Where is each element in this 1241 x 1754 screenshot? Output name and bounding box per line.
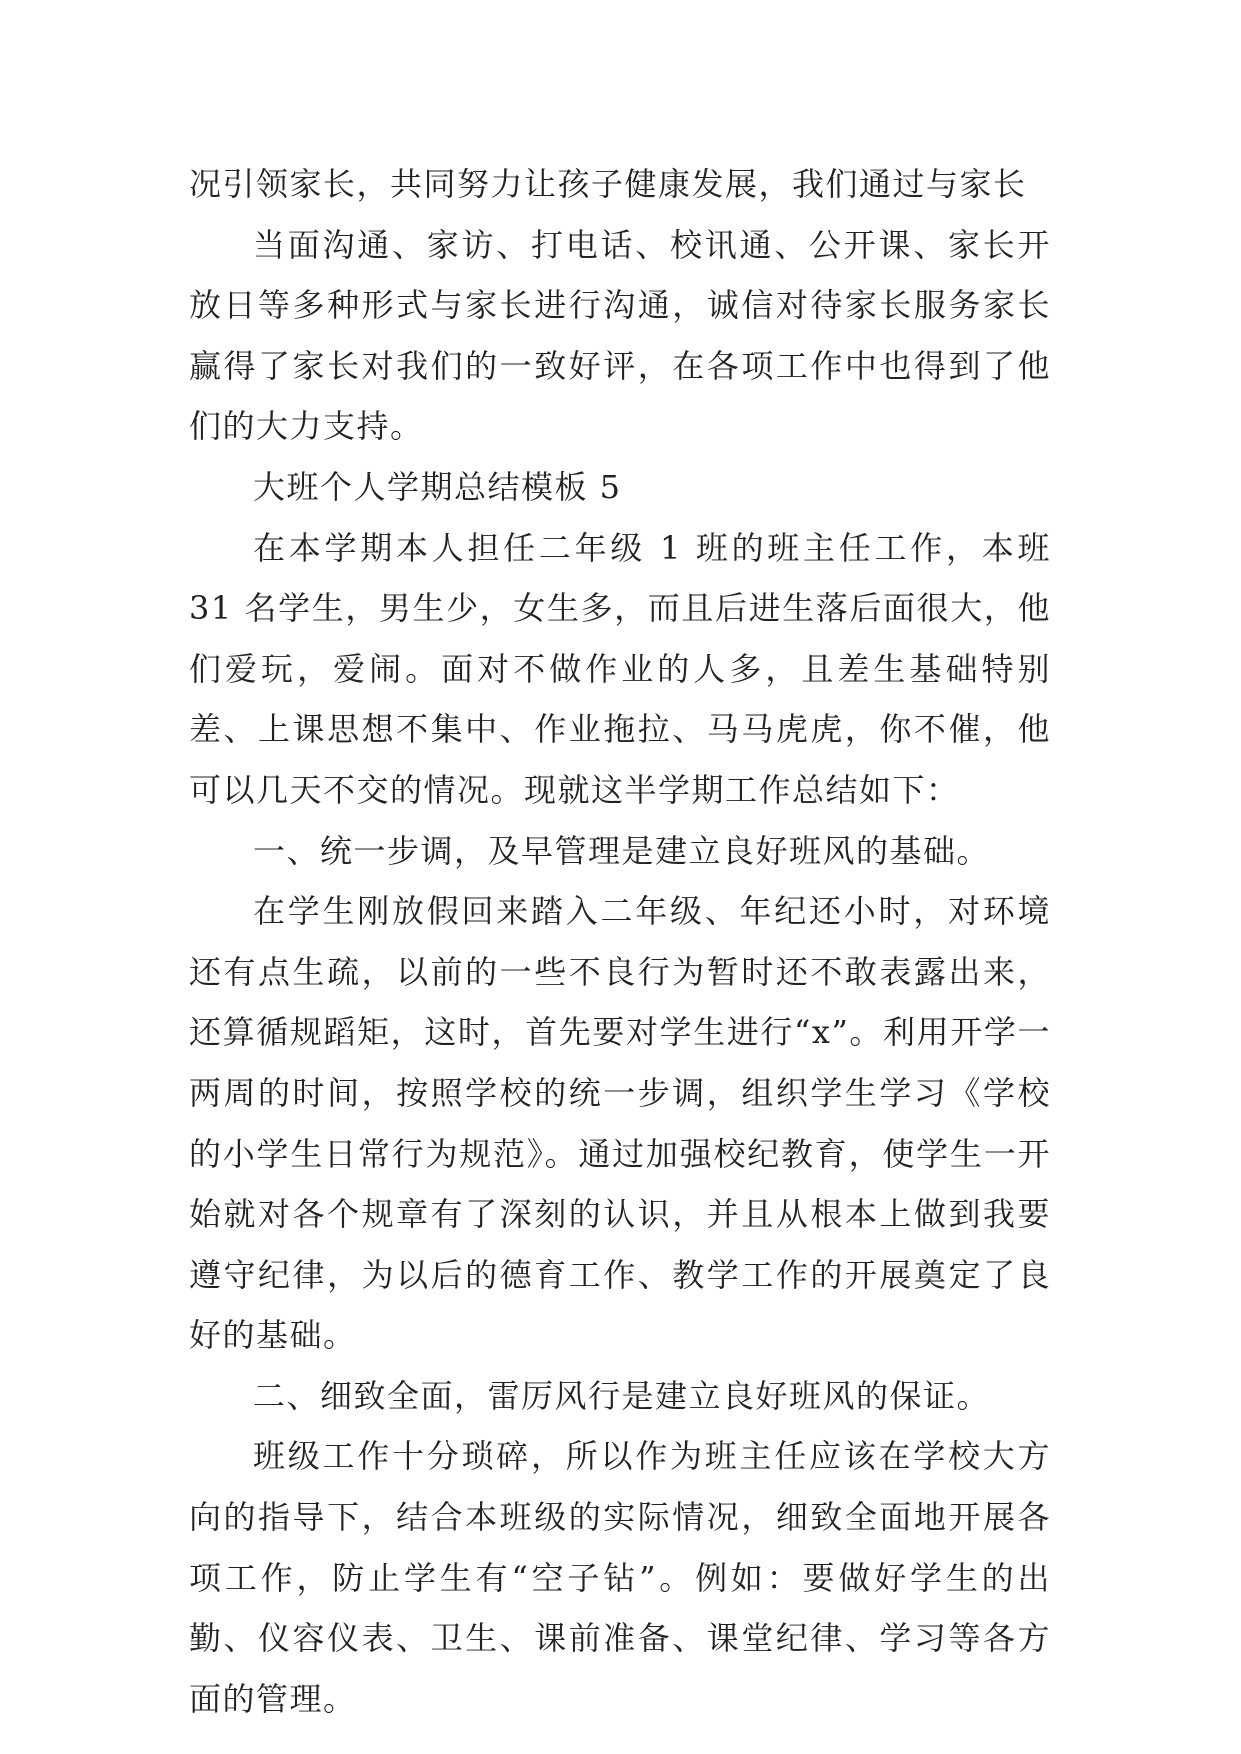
heading-point-one: 一、统一步调，及早管理是建立良好班风的基础。 (253, 831, 991, 870)
heading-point-two: 二、细致全面，雷厉风行是建立良好班风的保证。 (253, 1376, 991, 1415)
paragraph-parent-communication: 当面沟通、家访、打电话、校讯通、公开课、家长开放日等多种形式与家长进行沟通，诚信对待家长服务家长赢得了家长对我们的一致好评，在各项工作中也得到了他们的大力支持。 (189, 225, 1051, 446)
paragraph-point-one: 在学生刚放假回来踏入二年级、年纪还小时，对环境还有点生疏，以前的一些不良行为暂时还不敢表露出来，还算循规蹈矩，这时，首先要对学生进行“x”。利用开学一两周的时间，按照学校的统一步调，组织学生学习《学校的小学生日常行为规范》。通过加强校纪教育，使学生一开始就对各个规章有了深刻的认识，并且从根本上做到我要遵守纪律，为以后的德育工作、教学工作的开展奠定了良好的基础。 (189, 892, 1051, 1355)
section-title: 大班个人学期总结模板 5 (253, 467, 622, 506)
paragraph-continuation: 况引领家长，共同努力让孩子健康发展，我们通过与家长 (189, 165, 1027, 203)
paragraph-class-overview: 在本学期本人担任二年级 1 班的班主任工作，本班 31 名学生，男生少，女生多，而且后进生落后面很大，他们爱玩，爱闹。面对不做作业的人多，且差生基础特别差、上课思想不集中、作业拖拉、马马虎虎，你不催，他可以几天不交的情况。现就这半学期工作总结如下： (189, 528, 1051, 809)
document-body (189, 154, 1051, 1729)
paragraph-point-two: 班级工作十分琐碎，所以作为班主任应该在学校大方向的指导下，结合本班级的实际情况，细致全面地开展各项工作，防止学生有“空子钻”。例如：要做好学生的出勤、仪容仪表、卫生、课前准备、课堂纪律、学习等各方面的管理。 (189, 1437, 1051, 1718)
